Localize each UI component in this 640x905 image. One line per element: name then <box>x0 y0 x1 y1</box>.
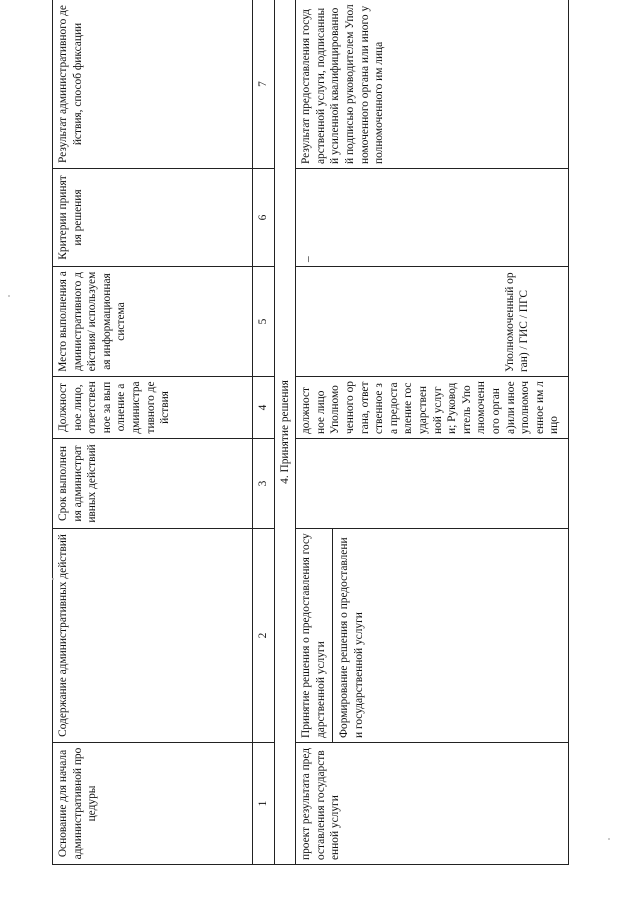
basis-cell: проект результата предоставления государственной услуги <box>296 743 569 865</box>
procedure-table <box>52 0 569 865</box>
section-title: 4. Принятие решения <box>274 0 296 865</box>
header-basis: Основание для начала административной процедуры <box>53 743 253 865</box>
result-cell: Результат предоставления государственной услуги, подписанный усиленной квалифицированной подписью руководителем Уполномоченного органа или иного уполномоченного им лица <box>296 0 569 169</box>
header-row <box>53 0 253 865</box>
rotated-page <box>52 0 569 865</box>
table-row <box>296 0 569 865</box>
scan-speck <box>608 838 610 840</box>
scan-speck <box>52 578 54 580</box>
header-place: Место выполнения административного действия/ используемая информационная система <box>53 267 253 377</box>
column-number: 4 <box>253 377 275 439</box>
header-term: Срок выполнения административных действий <box>53 439 253 529</box>
column-number: 3 <box>253 439 275 529</box>
scan-speck <box>8 295 10 297</box>
header-result: Результат административного действия, способ фиксации <box>53 0 253 169</box>
column-number: 6 <box>253 169 275 267</box>
column-number: 1 <box>253 743 275 865</box>
column-number: 5 <box>253 267 275 377</box>
subrow-divider <box>332 529 333 742</box>
column-number-row <box>253 0 275 865</box>
criteria-cell <box>296 169 569 267</box>
column-number: 7 <box>253 0 275 169</box>
term-cell <box>296 439 569 529</box>
criteria-text: – <box>302 256 315 262</box>
header-actions: Содержание административных действий <box>53 529 253 743</box>
action-text-1: Принятие решения о предоставления государственной услуги <box>300 533 327 738</box>
place-text: Уполномоченный орган) / ГИС / ПГС <box>503 272 531 372</box>
official-cell: должностное лицо Уполномоченного органа, ответственное за предоставление государственной услуги; Руководитель Уполномоченного органа)или иное уполномоченное им лицо <box>296 377 569 439</box>
place-cell <box>296 267 569 377</box>
section-row <box>274 0 296 865</box>
actions-cell <box>296 529 569 743</box>
header-official: Должностное лицо, ответственное за выполнение административного действия <box>53 377 253 439</box>
column-number: 2 <box>253 529 275 743</box>
header-criteria: Критерии принятия решения <box>53 169 253 267</box>
action-text-2: Формирование решения о предоставлении государственной услуги <box>338 537 365 738</box>
